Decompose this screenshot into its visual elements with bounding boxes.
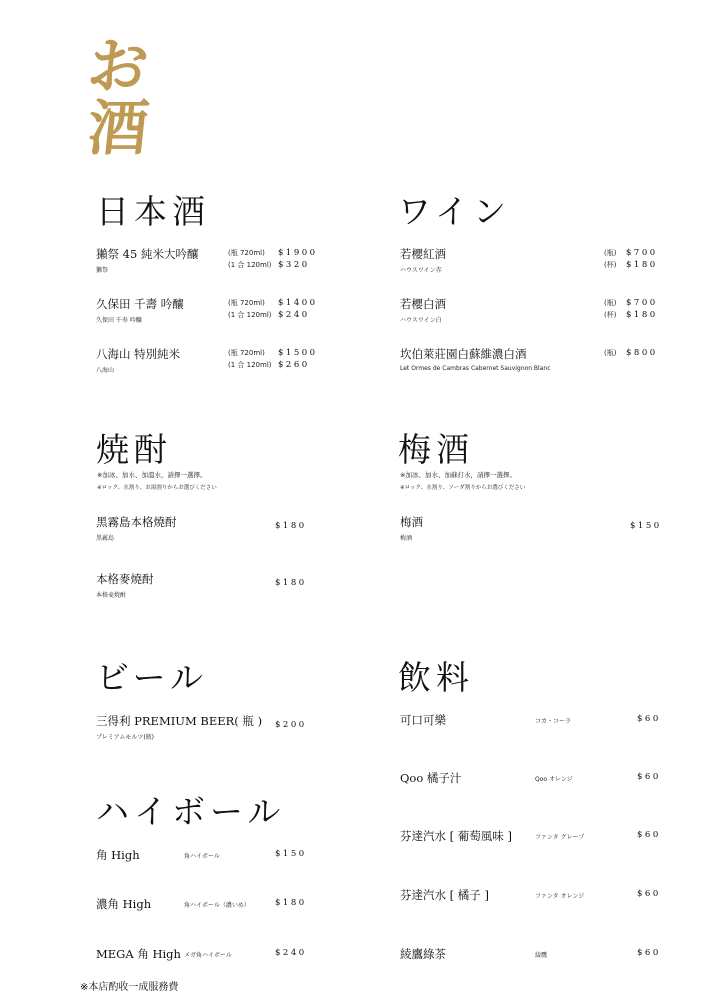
item-sub: ハウスワイン赤 xyxy=(400,267,442,274)
item-name: 黑霧島本格燒酎 xyxy=(96,515,177,529)
menu-item-sake-1 xyxy=(96,246,198,274)
item-name: 若櫻紅酒 xyxy=(400,247,446,261)
item-volume: (瓶) xyxy=(604,349,617,357)
item-price: $180 xyxy=(275,521,307,531)
item-sub: 八海山 xyxy=(96,367,115,374)
item-jp-name: 角ハイボール（濃いめ） xyxy=(184,902,250,909)
section-note: ※ロック、水割り、ソーダ割りからお選びください xyxy=(400,485,526,491)
item-sub: Let Ormes de Cambras Cabernet Sauvignon Blanc xyxy=(400,365,551,372)
item-price: $200 xyxy=(275,720,307,730)
logo-char-o: お xyxy=(84,32,152,102)
menu-item-shochu-1 xyxy=(96,514,177,542)
item-price: $60 xyxy=(637,772,661,782)
menu-item-drink-5 xyxy=(400,946,446,962)
menu-item-wine-3 xyxy=(400,346,551,372)
item-name: 坎伯萊莊園白蘇維濃白酒 xyxy=(400,347,527,361)
item-volume: (瓶) xyxy=(604,249,617,257)
item-volume: (1 合 120ml) xyxy=(228,261,272,269)
item-jp-name: 綾鷹 xyxy=(535,952,548,959)
section-title-drinks: 飲料 xyxy=(398,658,474,697)
item-price: $320 xyxy=(278,260,310,270)
item-sub: 本格麦焼酎 xyxy=(96,592,127,599)
item-price: $700 xyxy=(626,248,658,258)
item-price: $240 xyxy=(275,948,307,958)
item-volume: (瓶 720ml) xyxy=(228,299,265,307)
item-price: $150 xyxy=(630,521,662,531)
menu-item-wine-2 xyxy=(400,296,446,324)
item-name: 芬達汽水 [ 葡萄風味 ] xyxy=(400,829,512,843)
menu-item-highball-2 xyxy=(96,896,151,912)
item-name: 芬達汽水 [ 橘子 ] xyxy=(400,888,489,902)
item-price: $180 xyxy=(275,578,307,588)
menu-item-umeshu-1 xyxy=(400,514,423,542)
item-jp-name: ファンタ オレンジ xyxy=(535,893,585,900)
item-price: $240 xyxy=(278,310,310,320)
menu-item-drink-2 xyxy=(400,770,461,786)
logo-char-sake: 酒 xyxy=(84,94,152,164)
item-name: 本格麥燒酎 xyxy=(96,572,154,586)
item-name: 久保田 千壽 吟釀 xyxy=(96,297,184,311)
item-name: MEGA 角 High xyxy=(96,947,181,961)
menu-item-drink-1 xyxy=(400,712,446,728)
item-volume: (杯) xyxy=(604,261,617,269)
menu-item-sake-2 xyxy=(96,296,184,324)
item-price: $260 xyxy=(278,360,310,370)
item-volume: (瓶 720ml) xyxy=(228,249,265,257)
menu-item-wine-1 xyxy=(400,246,446,274)
item-sub: 久保田 千寿 吟醸 xyxy=(96,317,142,324)
menu-item-drink-3 xyxy=(400,828,512,844)
item-volume: (瓶 720ml) xyxy=(228,349,265,357)
section-title-sake: 日本酒 xyxy=(96,192,210,231)
menu-item-shochu-2 xyxy=(96,571,154,599)
section-title-wine: ワイン xyxy=(398,192,512,231)
item-sub: 黒霧島 xyxy=(96,535,115,542)
item-jp-name: メガ角ハイボール xyxy=(184,952,232,959)
item-sub: 梅酒 xyxy=(400,535,413,542)
item-name: 濃角 High xyxy=(96,897,152,911)
item-name: 三得利 PREMIUM BEER( 瓶 ) xyxy=(96,714,263,728)
item-price: $150 xyxy=(275,849,307,859)
section-title-beer: ビール xyxy=(96,658,209,697)
section-note: ※加冰、加水、加溫水，請擇一選擇。 xyxy=(97,471,207,479)
item-name: 綾鷹綠茶 xyxy=(400,947,446,961)
item-price: $800 xyxy=(626,348,658,358)
section-note: ※ロック、水割り、お湯割りからお選びください xyxy=(97,485,217,491)
item-jp-name: 角ハイボール xyxy=(184,853,220,860)
item-volume: (1 合 120ml) xyxy=(228,361,272,369)
item-volume: (1 合 120ml) xyxy=(228,311,272,319)
item-price: $1400 xyxy=(278,298,318,308)
item-volume: (瓶) xyxy=(604,299,617,307)
menu-item-drink-4 xyxy=(400,887,489,903)
menu-item-beer-1 xyxy=(96,713,262,741)
item-sub: ハウスワイン白 xyxy=(400,317,442,324)
sake-logo xyxy=(84,32,160,166)
item-price: $180 xyxy=(626,310,658,320)
item-jp-name: Qoo オレンジ xyxy=(535,776,573,783)
section-title-highball: ハイボール xyxy=(96,792,286,831)
item-name: 可口可樂 xyxy=(400,713,446,727)
menu-item-highball-1 xyxy=(96,847,140,863)
item-name: Qoo 橘子汁 xyxy=(400,771,462,785)
menu-item-highball-3 xyxy=(96,946,181,962)
item-price: $60 xyxy=(637,830,661,840)
item-price: $180 xyxy=(275,898,307,908)
item-volume: (杯) xyxy=(604,311,617,319)
item-sub: 獺祭 xyxy=(96,267,109,274)
menu-item-sake-3 xyxy=(96,346,180,374)
item-name: 梅酒 xyxy=(400,515,423,529)
item-name: 角 High xyxy=(96,848,140,862)
service-charge-note: ※本店酌收一成服務費 xyxy=(80,982,179,993)
item-price: $1900 xyxy=(278,248,318,258)
item-price: $60 xyxy=(637,948,661,958)
item-price: $700 xyxy=(626,298,658,308)
item-price: $60 xyxy=(637,889,661,899)
section-title-shochu: 焼酎 xyxy=(96,430,172,469)
item-price: $60 xyxy=(637,714,661,724)
item-jp-name: コカ・コーラ xyxy=(535,718,572,725)
item-name: 獺祭 45 純米大吟釀 xyxy=(96,247,199,261)
item-sub: プレミアムモルツ(瓶) xyxy=(96,734,155,741)
item-jp-name: ファンタ グレープ xyxy=(535,834,585,841)
item-price: $180 xyxy=(626,260,658,270)
section-note: ※加冰、加水、加蘇打水，請擇一選擇。 xyxy=(400,471,516,479)
section-title-umeshu: 梅酒 xyxy=(398,430,474,469)
item-name: 若櫻白酒 xyxy=(400,297,446,311)
item-price: $1500 xyxy=(278,348,318,358)
item-name: 八海山 特別純米 xyxy=(96,347,181,361)
